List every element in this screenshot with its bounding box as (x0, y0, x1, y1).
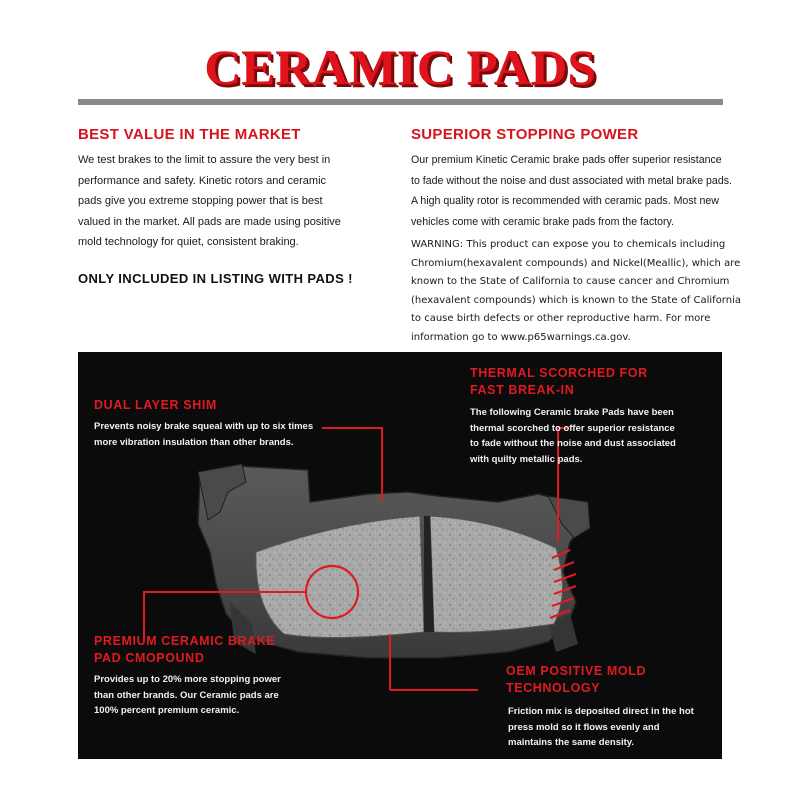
best-value-line: mold technology for quiet, consistent braking. (78, 236, 299, 248)
shim-heading: DUAL LAYER SHIM (94, 398, 217, 412)
oem-line: press mold so it flows evenly and (508, 721, 660, 733)
oem-heading-line: TECHNOLOGY (506, 681, 601, 695)
compound-line: Provides up to 20% more stopping power (94, 674, 281, 685)
best-value-line: valued in the market. All pads are made using positive (78, 215, 341, 228)
oem-heading-line: OEM POSITIVE MOLD (506, 664, 647, 678)
title-divider (78, 99, 723, 105)
compound-heading-line: PREMIUM CERAMIC BRAKE (94, 634, 276, 648)
compound-text (94, 672, 281, 719)
warning-line: information go to www.p65warnings.ca.gov. (411, 331, 631, 343)
best-value-line: pads give you extreme stopping power that is best (78, 195, 323, 207)
compound-line: 100% percent premium ceramic. (94, 705, 240, 717)
warning-line: WARNING: This product can expose you to chemicals including (411, 239, 726, 250)
oem-line: Friction mix is deposited direct in the hot (508, 706, 694, 717)
thermal-text (470, 405, 676, 467)
oem-line: maintains the same density. (508, 737, 635, 749)
best-value-heading: BEST VALUE IN THE MARKET (78, 126, 301, 143)
compound-heading-line: PAD CMOPOUND (94, 651, 205, 665)
thermal-line: with quilty metallic pads. (470, 453, 583, 465)
thermal-heading (470, 365, 648, 399)
thermal-heading-line: FAST BREAK-IN (470, 383, 575, 397)
page-title: CERAMIC PADS (204, 39, 596, 95)
stopping-power-heading: SUPERIOR STOPPING POWER (411, 126, 639, 143)
thermal-line: to fade without the noise and dust associated (470, 438, 676, 450)
thermal-heading-line: THERMAL SCORCHED FOR (470, 366, 648, 380)
best-value-text (78, 150, 341, 253)
warning-line: Chromium(hexavalent compounds) and Nickel(Meallic), which are (411, 257, 741, 269)
compound-heading (94, 633, 275, 667)
oem-text (508, 704, 694, 751)
stopping-power-text (411, 150, 732, 232)
listing-notice: ONLY INCLUDED IN LISTING WITH PADS ! (78, 271, 353, 286)
stopping-power-line: to fade without the noise and dust associated with metal brake pads. (411, 174, 732, 187)
warning-line: to cause birth defects or other reproductive harm. For more (411, 313, 711, 325)
best-value-line: performance and safety. Kinetic rotors and ceramic (78, 174, 327, 187)
stopping-power-line: vehicles come with ceramic brake pads from the factory. (411, 215, 674, 228)
shim-text (94, 419, 313, 450)
shim-line: more vibration insulation than other brands. (94, 436, 294, 448)
warning-line: (hexavalent compounds) which is known to the State of California (411, 294, 741, 306)
stopping-power-line: A high quality rotor is recommended with ceramic pads. Most new (411, 195, 719, 207)
compound-line: than other brands. Our Ceramic pads are (94, 689, 279, 701)
thermal-line: thermal scorched to offer superior resistance (470, 422, 675, 434)
prop65-warning (411, 236, 741, 348)
warning-line: known to the State of California to cause cancer and Chromium (411, 276, 730, 288)
best-value-line: We test brakes to the limit to assure the very best in (78, 154, 331, 166)
feature-panel (78, 352, 722, 759)
oem-heading (506, 663, 646, 697)
shim-line: Prevents noisy brake squeal with up to six times (94, 421, 314, 432)
thermal-line: The following Ceramic brake Pads have been (470, 407, 674, 418)
stopping-power-line: Our premium Kinetic Ceramic brake pads offer superior resistance (411, 154, 722, 166)
